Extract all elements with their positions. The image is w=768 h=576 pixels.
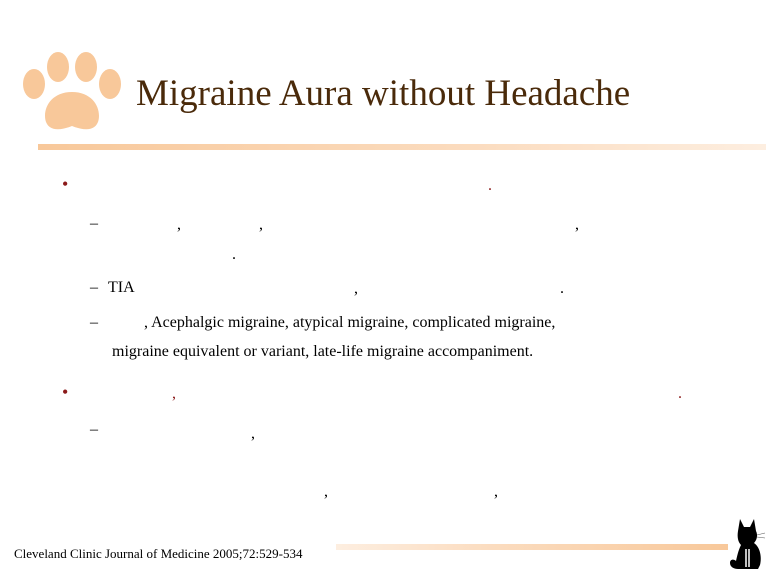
sub1-comma-c: , xyxy=(575,216,579,233)
sub4-comma: , xyxy=(251,425,255,442)
sub2-comma: , xyxy=(354,280,358,297)
sub3-line2: migraine equivalent or variant, late-life migraine accompaniment. xyxy=(112,343,534,360)
dash-marker: – xyxy=(90,215,98,232)
sub2-tia-label: TIA xyxy=(108,279,135,296)
bullet-marker: • xyxy=(62,174,69,194)
sub1-period: . xyxy=(232,246,236,263)
dash-marker: – xyxy=(90,279,98,296)
dash-marker: – xyxy=(90,314,98,331)
line7-comma-2: , xyxy=(494,483,498,500)
bullet-marker: • xyxy=(62,382,69,402)
dash-marker: – xyxy=(90,421,98,438)
sub3-line1: , Acephalgic migraine, atypical migraine, complicated migraine, xyxy=(144,314,556,331)
line7-comma-1: , xyxy=(324,483,328,500)
page-title: Migraine Aura without Headache xyxy=(136,73,631,114)
cat-silhouette-icon xyxy=(724,515,766,571)
bullet2-comma: , xyxy=(172,385,176,402)
bullet1-period: . xyxy=(488,177,492,194)
footer-divider xyxy=(336,544,728,550)
sub2-period: . xyxy=(560,280,564,297)
sub1-comma-b: , xyxy=(259,216,263,233)
title-divider xyxy=(38,144,766,150)
citation: Cleveland Clinic Journal of Medicine 2005;72:529-534 xyxy=(14,546,303,561)
paw-print-icon xyxy=(20,52,126,134)
bullet2-period: . xyxy=(678,385,682,402)
sub1-comma-a: , xyxy=(177,216,181,233)
